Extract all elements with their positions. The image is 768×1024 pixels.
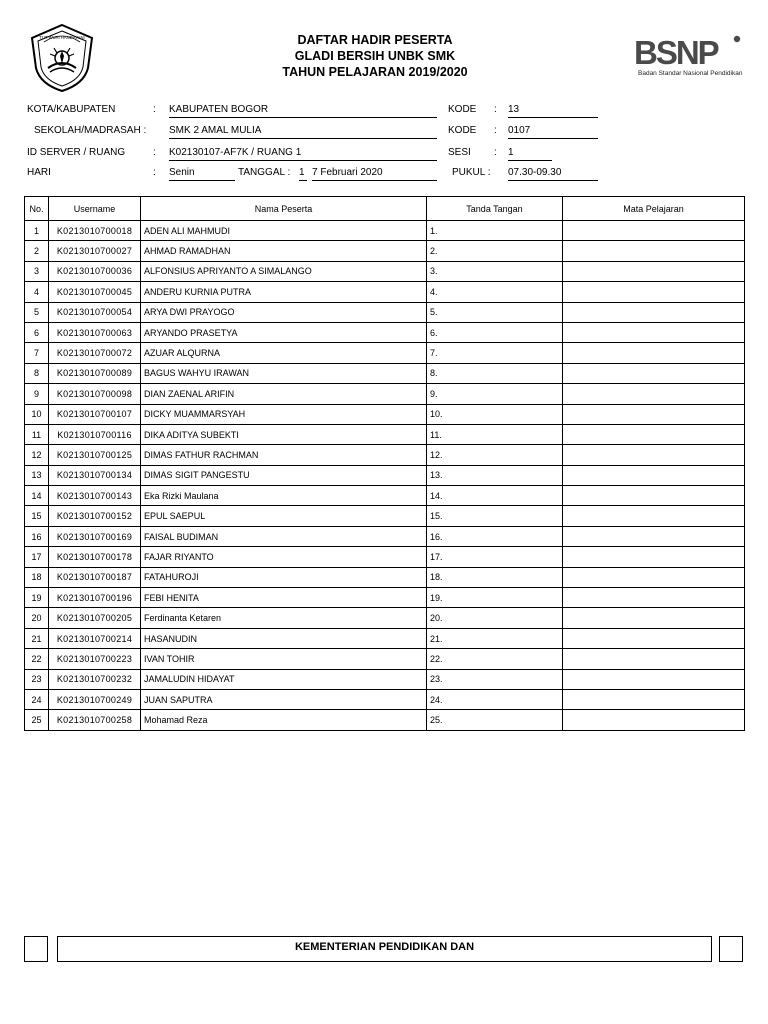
row-number-cell: 10	[25, 404, 49, 424]
row-number-cell: 25	[25, 710, 49, 730]
mata-pelajaran-cell	[563, 486, 745, 506]
tanda-tangan-cell: 9.	[427, 384, 563, 404]
username-cell: K0213010700214	[49, 628, 141, 648]
column-header-nama: Nama Peserta	[141, 197, 427, 221]
table-row	[25, 302, 745, 322]
document-title	[230, 32, 520, 80]
sekolah-label: SEKOLAH/MADRASAH :	[34, 125, 147, 136]
username-cell: K0213010700098	[49, 384, 141, 404]
mata-pelajaran-cell	[563, 302, 745, 322]
mata-pelajaran-cell	[563, 526, 745, 546]
mata-pelajaran-cell	[563, 649, 745, 669]
row-number-cell: 7	[25, 343, 49, 363]
mata-pelajaran-cell	[563, 445, 745, 465]
table-row	[25, 424, 745, 444]
mata-pelajaran-cell	[563, 241, 745, 261]
row-number-cell: 17	[25, 547, 49, 567]
mata-pelajaran-cell	[563, 669, 745, 689]
username-cell: K0213010700125	[49, 445, 141, 465]
table-row	[25, 343, 745, 363]
pukul-label: PUKUL :	[452, 167, 491, 178]
username-cell: K0213010700063	[49, 322, 141, 342]
row-number-cell: 12	[25, 445, 49, 465]
mata-pelajaran-cell	[563, 363, 745, 383]
mata-pelajaran-cell	[563, 588, 745, 608]
tut-wuri-handayani-emblem-icon	[26, 22, 98, 94]
kota-value: KABUPATEN BOGOR	[169, 104, 437, 118]
colon: :	[153, 104, 156, 115]
row-number-cell: 1	[25, 221, 49, 241]
hari-value: Senin	[169, 167, 235, 181]
mata-pelajaran-cell	[563, 628, 745, 648]
username-cell: K0213010700018	[49, 221, 141, 241]
mata-pelajaran-cell	[563, 261, 745, 281]
tanda-tangan-cell: 16.	[427, 526, 563, 546]
table-row	[25, 628, 745, 648]
username-cell: K0213010700187	[49, 567, 141, 587]
bsnp-wordmark-icon	[634, 34, 742, 68]
mata-pelajaran-cell	[563, 343, 745, 363]
nama-peserta-cell: FAISAL BUDIMAN	[141, 526, 427, 546]
row-number-cell: 16	[25, 526, 49, 546]
username-cell: K0213010700107	[49, 404, 141, 424]
username-cell: K0213010700143	[49, 486, 141, 506]
username-cell: K0213010700196	[49, 588, 141, 608]
kode-value: 13	[508, 104, 598, 118]
nama-peserta-cell: FAJAR RIYANTO	[141, 547, 427, 567]
svg-text:TUT WURI HANDAYANI: TUT WURI HANDAYANI	[39, 35, 85, 40]
mata-pelajaran-cell	[563, 322, 745, 342]
username-cell: K0213010700027	[49, 241, 141, 261]
tanda-tangan-cell: 4.	[427, 282, 563, 302]
mata-pelajaran-cell	[563, 221, 745, 241]
username-cell: K0213010700258	[49, 710, 141, 730]
row-number-cell: 9	[25, 384, 49, 404]
column-header-tanda-tangan: Tanda Tangan	[427, 197, 563, 221]
nama-peserta-cell: DICKY MUAMMARSYAH	[141, 404, 427, 424]
footer-left-box	[24, 936, 48, 962]
tanda-tangan-cell: 21.	[427, 628, 563, 648]
pukul-value: 07.30-09.30	[508, 167, 598, 181]
row-number-cell: 20	[25, 608, 49, 628]
nama-peserta-cell: JAMALUDIN HIDAYAT	[141, 669, 427, 689]
username-cell: K0213010700134	[49, 465, 141, 485]
mata-pelajaran-cell	[563, 424, 745, 444]
sekolah-value: SMK 2 AMAL MULIA	[169, 125, 437, 139]
tanda-tangan-cell: 11.	[427, 424, 563, 444]
tanda-tangan-cell: 6.	[427, 322, 563, 342]
tanda-tangan-cell: 10.	[427, 404, 563, 424]
table-row	[25, 567, 745, 587]
nama-peserta-cell: JUAN SAPUTRA	[141, 689, 427, 709]
username-cell: K0213010700089	[49, 363, 141, 383]
nama-peserta-cell: ALFONSIUS APRIYANTO A SIMALANGO	[141, 261, 427, 281]
nama-peserta-cell: IVAN TOHIR	[141, 649, 427, 669]
tanda-tangan-cell: 5.	[427, 302, 563, 322]
mata-pelajaran-cell	[563, 404, 745, 424]
bsnp-subtitle: Badan Standar Nasional Pendidikan	[638, 70, 743, 77]
nama-peserta-cell: AZUAR ALQURNA	[141, 343, 427, 363]
tanda-tangan-cell: 20.	[427, 608, 563, 628]
colon: :	[494, 147, 497, 158]
kode-label-2: KODE	[448, 125, 477, 136]
table-row	[25, 282, 745, 302]
hari-label: HARI	[27, 167, 51, 178]
tut-wuri-handayani-logo	[26, 22, 98, 94]
tanggal-number: 1	[299, 167, 307, 181]
footer-text: KEMENTERIAN PENDIDIKAN DAN	[294, 941, 475, 953]
table-row	[25, 649, 745, 669]
kode-label: KODE	[448, 104, 477, 115]
mata-pelajaran-cell	[563, 282, 745, 302]
tanda-tangan-cell: 24.	[427, 689, 563, 709]
row-number-cell: 15	[25, 506, 49, 526]
table-row	[25, 506, 745, 526]
nama-peserta-cell: Eka Rizki Maulana	[141, 486, 427, 506]
row-number-cell: 21	[25, 628, 49, 648]
mata-pelajaran-cell	[563, 710, 745, 730]
table-row	[25, 526, 745, 546]
column-header-mata-pelajaran: Mata Pelajaran	[563, 197, 745, 221]
footer-right-box	[719, 936, 743, 962]
table-row	[25, 710, 745, 730]
table-row	[25, 689, 745, 709]
nama-peserta-cell: DIMAS SIGIT PANGESTU	[141, 465, 427, 485]
table-row	[25, 221, 745, 241]
nama-peserta-cell: Ferdinanta Ketaren	[141, 608, 427, 628]
row-number-cell: 19	[25, 588, 49, 608]
nama-peserta-cell: ARYANDO PRASETYA	[141, 322, 427, 342]
tanda-tangan-cell: 22.	[427, 649, 563, 669]
info-row-hari	[0, 167, 768, 183]
nama-peserta-cell: ADEN ALI MAHMUDI	[141, 221, 427, 241]
username-cell: K0213010700178	[49, 547, 141, 567]
info-row-server	[0, 147, 768, 163]
table-row	[25, 445, 745, 465]
tanda-tangan-cell: 18.	[427, 567, 563, 587]
footer-banner	[57, 936, 712, 962]
nama-peserta-cell: Mohamad Reza	[141, 710, 427, 730]
nama-peserta-cell: DIAN ZAENAL ARIFIN	[141, 384, 427, 404]
title-line-2: GLADI BERSIH UNBK SMK	[294, 49, 456, 63]
mata-pelajaran-cell	[563, 689, 745, 709]
column-header-username: Username	[49, 197, 141, 221]
row-number-cell: 4	[25, 282, 49, 302]
bsnp-logo	[634, 34, 746, 82]
table-row	[25, 363, 745, 383]
row-number-cell: 3	[25, 261, 49, 281]
username-cell: K0213010700169	[49, 526, 141, 546]
column-header-no: No.	[25, 197, 49, 221]
username-cell: K0213010700223	[49, 649, 141, 669]
nama-peserta-cell: HASANUDIN	[141, 628, 427, 648]
nama-peserta-cell: DIMAS FATHUR RACHMAN	[141, 445, 427, 465]
row-number-cell: 13	[25, 465, 49, 485]
colon: :	[494, 104, 497, 115]
tanda-tangan-cell: 1.	[427, 221, 563, 241]
row-number-cell: 11	[25, 424, 49, 444]
table-row	[25, 669, 745, 689]
svg-text:BSNP: BSNP	[634, 34, 718, 68]
row-number-cell: 18	[25, 567, 49, 587]
nama-peserta-cell: FATAHUROJI	[141, 567, 427, 587]
username-cell: K0213010700232	[49, 669, 141, 689]
sesi-label: SESI	[448, 147, 471, 158]
tanda-tangan-cell: 7.	[427, 343, 563, 363]
mata-pelajaran-cell	[563, 506, 745, 526]
colon: :	[494, 125, 497, 136]
tanda-tangan-cell: 8.	[427, 363, 563, 383]
table-row	[25, 261, 745, 281]
username-cell: K0213010700045	[49, 282, 141, 302]
tanggal-value: 7 Februari 2020	[312, 167, 437, 181]
row-number-cell: 14	[25, 486, 49, 506]
table-header-row	[25, 197, 745, 221]
nama-peserta-cell: ARYA DWI PRAYOGO	[141, 302, 427, 322]
kode-value-2: 0107	[508, 125, 598, 139]
tanda-tangan-cell: 25.	[427, 710, 563, 730]
table-row	[25, 608, 745, 628]
tanda-tangan-cell: 12.	[427, 445, 563, 465]
tanda-tangan-cell: 23.	[427, 669, 563, 689]
tanda-tangan-cell: 19.	[427, 588, 563, 608]
tanda-tangan-cell: 2.	[427, 241, 563, 261]
nama-peserta-cell: ANDERU KURNIA PUTRA	[141, 282, 427, 302]
info-row-sekolah	[0, 125, 768, 141]
row-number-cell: 23	[25, 669, 49, 689]
mata-pelajaran-cell	[563, 465, 745, 485]
nama-peserta-cell: FEBI HENITA	[141, 588, 427, 608]
server-label: ID SERVER / RUANG	[27, 147, 126, 158]
tanda-tangan-cell: 17.	[427, 547, 563, 567]
table-row	[25, 486, 745, 506]
row-number-cell: 22	[25, 649, 49, 669]
nama-peserta-cell: BAGUS WAHYU IRAWAN	[141, 363, 427, 383]
table-row	[25, 384, 745, 404]
table-row	[25, 588, 745, 608]
mata-pelajaran-cell	[563, 567, 745, 587]
table-row	[25, 547, 745, 567]
attendance-rows	[25, 221, 745, 731]
tanda-tangan-cell: 14.	[427, 486, 563, 506]
username-cell: K0213010700249	[49, 689, 141, 709]
username-cell: K0213010700116	[49, 424, 141, 444]
username-cell: K0213010700152	[49, 506, 141, 526]
colon: :	[153, 167, 156, 178]
nama-peserta-cell: EPUL SAEPUL	[141, 506, 427, 526]
table-row	[25, 465, 745, 485]
username-cell: K0213010700036	[49, 261, 141, 281]
row-number-cell: 6	[25, 322, 49, 342]
nama-peserta-cell: DIKA ADITYA SUBEKTI	[141, 424, 427, 444]
table-row	[25, 241, 745, 261]
server-value: K02130107-AF7K / RUANG 1	[169, 147, 437, 161]
nama-peserta-cell: AHMAD RAMADHAN	[141, 241, 427, 261]
table-row	[25, 404, 745, 424]
title-line-1: DAFTAR HADIR PESERTA	[297, 33, 453, 47]
row-number-cell: 5	[25, 302, 49, 322]
colon: :	[153, 147, 156, 158]
info-row-kota	[0, 104, 768, 120]
tanggal-label: TANGGAL :	[238, 167, 291, 178]
table-row	[25, 322, 745, 342]
username-cell: K0213010700072	[49, 343, 141, 363]
row-number-cell: 2	[25, 241, 49, 261]
title-line-3: TAHUN PELAJARAN 2019/2020	[282, 65, 468, 79]
mata-pelajaran-cell	[563, 608, 745, 628]
username-cell: K0213010700205	[49, 608, 141, 628]
mata-pelajaran-cell	[563, 384, 745, 404]
kota-label: KOTA/KABUPATEN	[27, 104, 116, 115]
tanda-tangan-cell: 3.	[427, 261, 563, 281]
attendance-table	[24, 196, 745, 731]
row-number-cell: 8	[25, 363, 49, 383]
tanda-tangan-cell: 15.	[427, 506, 563, 526]
tanda-tangan-cell: 13.	[427, 465, 563, 485]
sesi-value: 1	[508, 147, 552, 161]
username-cell: K0213010700054	[49, 302, 141, 322]
row-number-cell: 24	[25, 689, 49, 709]
mata-pelajaran-cell	[563, 547, 745, 567]
